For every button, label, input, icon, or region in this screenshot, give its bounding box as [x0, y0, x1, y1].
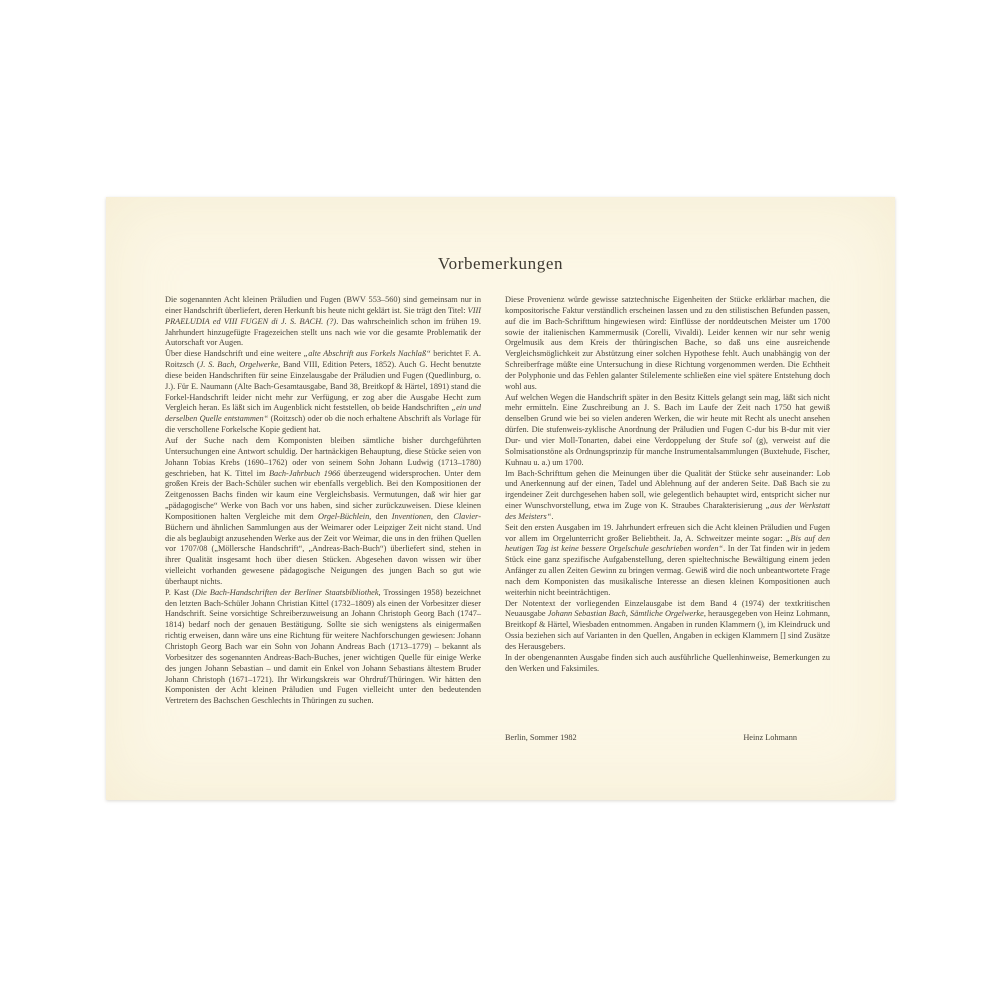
paragraph: Diese Provenienz würde gewisse satztechnische Eigenheiten der Stücke erklärbar machen, die kompositorische Faktur verständlich erscheinen lassen und zu den stilistischen Befunden passen, auf die im Bach-Schrifttum hingewiesen wird: Einflüsse der norddeutschen Meister um 1700 sowie der italienischen Kammermusik (Corelli, Vivaldi). Leider kennen wir nur sehr wenig Orgelmusik aus dem Kreis der thüringischen Bache, so daß uns eine ausreichende Vergleichsmöglichkeit zur Abstützung einer solchen Hypothese fehlt. Auch unabhängig von der Schreiberfrage müßte eine Untersuchung in diese Richtung vorgenommen werden. Die Echtheit der Polyphonie und das Fehlen galanter Stilelemente schließen eine viel spätere Entstehung doch wohl aus. — [505, 295, 830, 391]
text-columns — [165, 295, 830, 707]
paragraph: Auf der Suche nach dem Komponisten bleiben sämtliche bisher durchgeführten Untersuchungen eine Antwort schuldig. Der hartnäckigen Behauptung, diese Stücke seien von Johann Tobias Krebs (1690–1762) oder von seinem Sohn Johann Ludwig (1713–1780) geschrieben, hat K. Tittel im Bach-Jahrbuch 1966 überzeugend widersprochen. Unter dem großen Kreis der Bach-Schüler suchen wir ebenfalls vergeblich. Bei den Kompositionen der Zeitgenossen Bachs finden wir kaum eine Vergleichsbasis. Vermutungen, daß wir hier gar „pädagogische“ Werke von Bach vor uns haben, sind sicher zurückzuweisen. Diese kleinen Kompositionen halten Vergleiche mit dem Orgel-Büchlein, den Inventionen, den Clavier-Büchern und ähnlichen Sammlungen aus der Weimarer oder Leipziger Zeit nicht stand. Und die als beglaubigt anzusehenden Werke aus der Zeit vor Weimar, die uns in den frühen Quellen vor 1707/08 („Möllersche Handschrift“, „Andreas-Bach-Buch“) überliefert sind, stehen in ihrer Qualität insgesamt hoch über diesen Stücken. Abgesehen davon wissen wir über vielleicht vorhanden gewesene pädagogische Neigungen des jungen Bach so gut wie überhaupt nichts. — [165, 435, 481, 586]
paragraph: Der Notentext der vorliegenden Einzelausgabe ist dem Band 4 (1974) der textkritischen Neuausgabe Johann Sebastian Bach, Sämtliche Orgelwerke, herausgegeben von Heinz Lohmann, Breitkopf & Härtel, Wiesbaden entnommen. Angaben in runden Klammern (), im Kleindruck und Ossia beziehen sich auf Varianten in den Quellen, Angaben in eckigen Klammern [] sind Zusätze des Herausgebers. — [505, 598, 831, 651]
paragraph: Die sogenannten Acht kleinen Präludien und Fugen (BWV 553–560) sind gemeinsam nur in einer Handschrift überliefert, deren Herkunft bis heute nicht geklärt ist. Sie trägt den Titel: VIII PRAELUDIA ed VIII FUGEN di J. S. BACH. (?). Das wahrscheinlich schon im frühen 19. Jahrhundert hinzugefügte Fragezeichen stellt uns nach wie vor die gesamte Problematik der Autorschaft vor Augen. — [165, 295, 481, 348]
document-page — [106, 197, 895, 800]
paragraph: Über diese Handschrift und eine weitere „alte Abschrift aus Forkels Nachlaß“ berichtet F. A. Roitzsch (J. S. Bach, Orgelwerke, Band VIII, Edition Peters, 1852). Auch G. Hecht benutzte diese beiden Handschriften für seine Einzelausgabe der Präludien und Fugen (Quedlinburg, o. J.). Für E. Naumann (Alte Bach-Gesamtausgabe, Band 38, Breitkopf & Härtel, 1891) stand die Forkel-Handschrift leider nicht mehr zur Verfügung, er zog aber die Ausgabe Hecht zum Vergleich heran. Es läßt sich im Augenblick nicht feststellen, ob beide Handschriften „ein und derselben Quelle entstammen“ (Roitzsch) oder ob die noch erhaltene Abschrift als Vorlage für die verschollene Forkelsche Kopie gedient hat. — [165, 349, 481, 435]
text-column-left — [165, 295, 481, 707]
place-date: Berlin, Sommer 1982 — [505, 733, 577, 742]
text-column-right — [505, 295, 830, 707]
paragraph: In der obengenannten Ausgabe finden sich auch ausführliche Quellenhinweise, Bemerkungen zu den Werken und Faksimiles. — [505, 652, 830, 673]
paragraph: Im Bach-Schrifttum gehen die Meinungen über die Qualität der Stücke sehr auseinander: Lob und Anerkennung auf der einen, Tadel und Ablehnung auf der anderen Seite. Daß Bach sie zu irgendeiner Zeit durchgesehen haben soll, wie gelegentlich behauptet wird, entspricht sicher nur einer Wunschvorstellung, etwa im Zuge von K. Straubes Charakterisierung „aus der Werkstatt des Meisters“. — [505, 468, 830, 521]
page-title: Vorbemerkungen — [437, 254, 564, 273]
paragraph: Auf welchen Wegen die Handschrift später in den Besitz Kittels gelangt sein mag, läßt sich nicht mehr ermitteln. Eine Zuschreibung an J. S. Bach im Laufe der Zeit nach 1750 hat gewiß denselben Grund wie bei so vielen anderen Werken, die wir heute mit Recht als unecht ansehen dürfen. Die stufenweis-zyklische Anordnung der Präludien und Fugen C-dur bis B-dur mit vier Dur- und vier Moll-Tonarten, dabei eine Verdoppelung der Stufe sol (g), verweist auf die Solmisationstöne als Ordnungsprinzip für manche Instrumentalsammlungen (Buxtehude, Fischer, Kuhnau u. a.) um 1700. — [505, 392, 830, 467]
paragraph: Seit den ersten Ausgaben im 19. Jahrhundert erfreuen sich die Acht kleinen Präludien und Fugen vor allem im Orgelunterricht großer Beliebtheit. Ja, A. Schweitzer meinte sogar: „Bis auf den heutigen Tag ist keine bessere Orgelschule geschrieben worden“. In der Tat finden wir in jedem Stück eine ganz spezifische Aufgabenstellung, deren spieltechnische Bewältigung einem jeden Anfänger zu allen Zeiten Gewinn zu bringen vermag. Gewiß wird die noch unbeantwortete Frage nach dem Komponisten das musikalische Interesse an diesen kleinen Kompositionen auch weiterhin nicht beeinträchtigen. — [505, 522, 830, 597]
signature-line — [505, 733, 797, 742]
author-name: Heinz Lohmann — [743, 733, 797, 742]
paragraph: P. Kast (Die Bach-Handschriften der Berliner Staatsbibliothek, Trossingen 1958) bezeichnet den letzten Bach-Schüler Johann Christian Kittel (1732–1809) als einen der Vorbesitzer dieser Handschrift. Seine vorsichtige Schreiberzuweisung an Johann Christoph Georg Bach (1747–1814) bedarf noch der genauen Bestätigung. Sollte sie sich wenigstens als einigermaßen richtig erweisen, dann wäre uns eine Richtung für weitere Nachforschungen gewiesen: Johann Christoph Georg Bach war ein Sohn von Johann Andreas Bach (1713–1779) – bekannt als Vorbesitzer des sogenannten Andreas-Bach-Buches, jener wichtigen Quelle für einige Werke des jungen Johann Sebastian – und damit ein Enkel von Johann Sebastians ältestem Bruder Johann Christoph (1671–1721). Ihr Wirkungskreis war Ohrdruf/Thüringen. Wir hätten den Komponisten der Acht kleinen Präludien und Fugen vielleicht unter den bedeutenden Vertretern des Bachschen Geschlechts in Thüringen zu suchen. — [165, 587, 482, 706]
